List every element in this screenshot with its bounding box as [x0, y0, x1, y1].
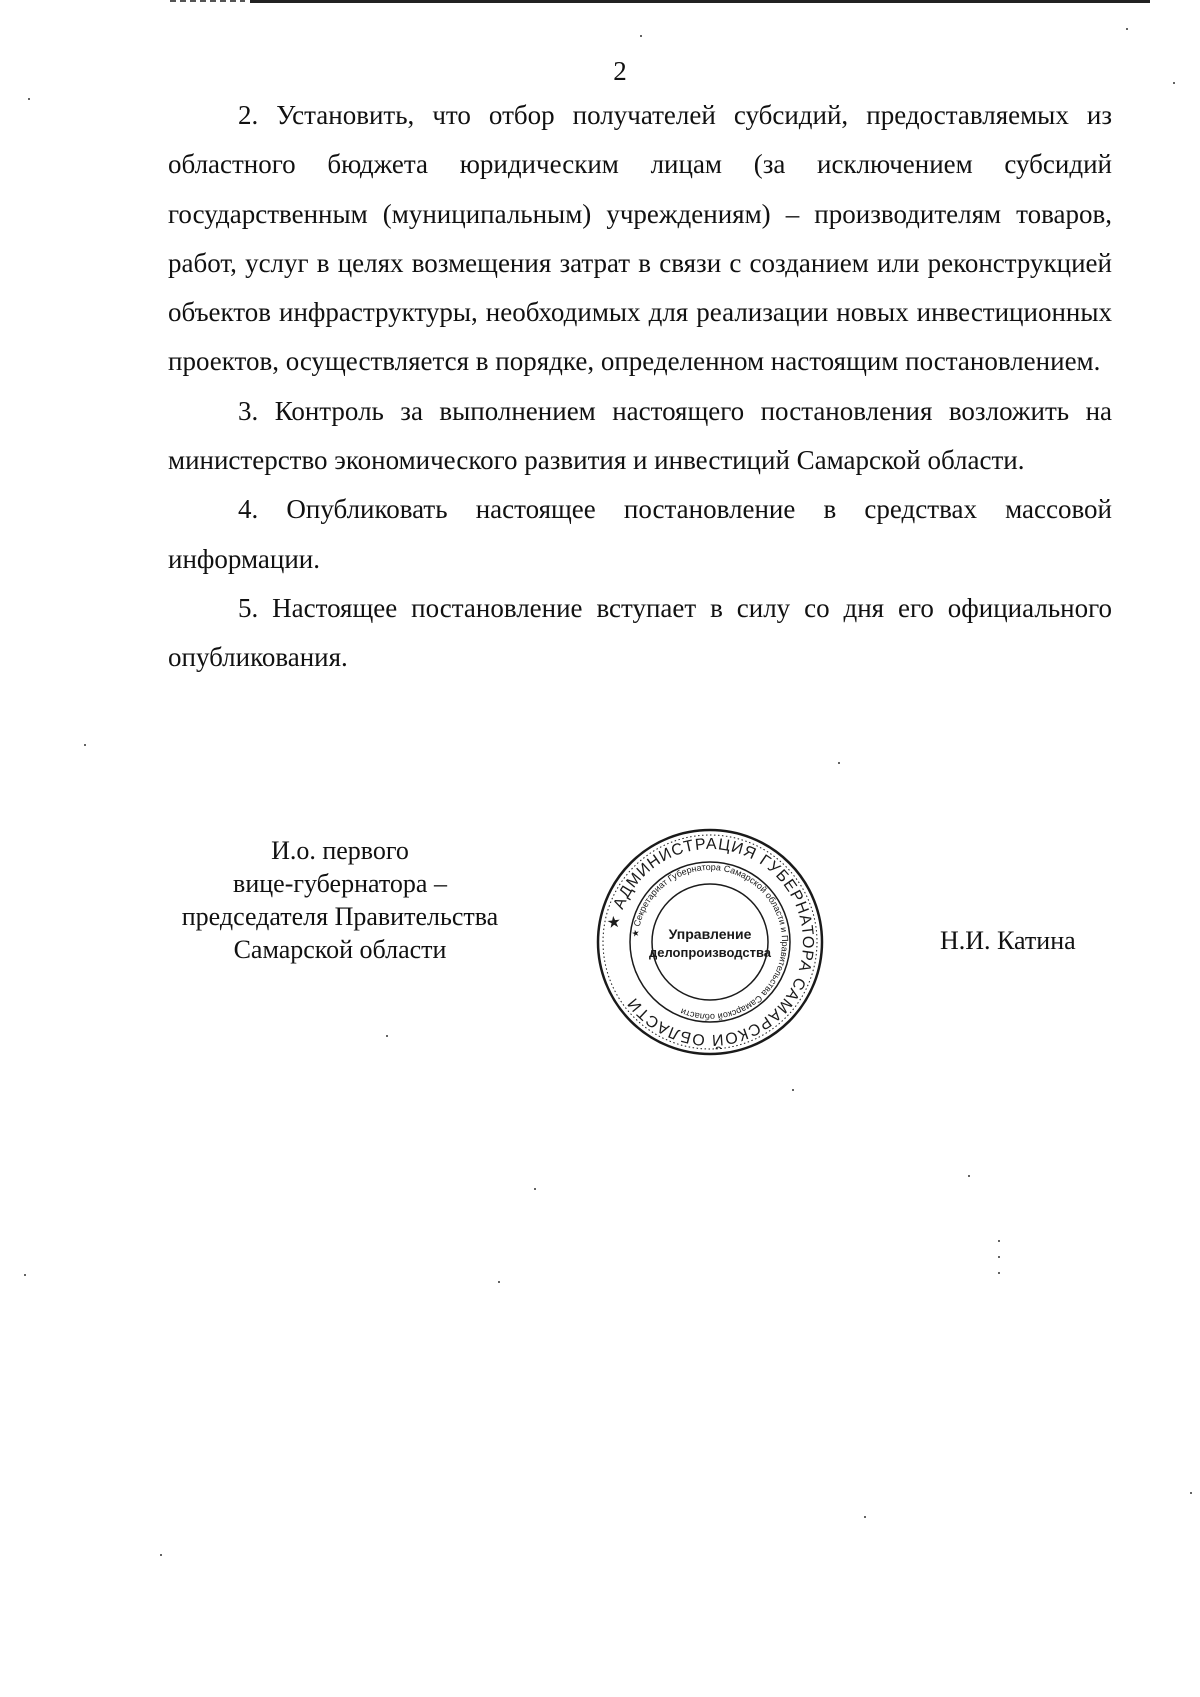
- signer-position-line: председателя Правительства: [181, 902, 499, 931]
- scan-speck: [968, 1175, 970, 1177]
- page-number: 2: [613, 56, 627, 86]
- scan-speck: [24, 1274, 26, 1276]
- paragraph-5: 5. Настоящее постановление вступает в силу со дня его официального опубликования.: [168, 592, 1112, 673]
- scan-speck: [998, 1256, 1000, 1258]
- scan-speck: [160, 1554, 162, 1556]
- seal-outer-text: ★ АДМИНИСТРАЦИЯ ГУБЕРНАТОРА САМАРСКОЙ ОБЛАСТИ: [604, 835, 817, 1049]
- paragraph-2: 2. Установить, что отбор получателей субсидий, предоставляемых из областного бюджета юридическим лицам (за исключением субсидий государственным (муниципальным) учреждениям) – производителям товаров, работ, услуг в целях возмещения затрат в связи с созданием или реконструкцией объектов инфраструктуры, необходимых для реализации новых инвестиционных проектов, осуществляется в порядке, определенном настоящим постановлением.: [168, 100, 1112, 377]
- signer-position-line: вице-губернатора –: [233, 869, 447, 898]
- scan-speck: [998, 1272, 1000, 1274]
- signer-position-line: Самарской области: [233, 935, 447, 964]
- scan-speck: [498, 1281, 500, 1283]
- scan-speck: [1126, 28, 1128, 30]
- document-body: [168, 91, 1112, 683]
- paragraph-4: 4. Опубликовать настоящее постановление в средствах массовой информации.: [168, 494, 1112, 574]
- paragraph-3: 3. Контроль за выполнением настоящего постановления возложить на министерство экономического развития и инвестиций Самарской области.: [168, 395, 1112, 476]
- official-seal: [595, 827, 825, 1057]
- scan-speck: [640, 35, 642, 37]
- scan-speck: [28, 98, 30, 100]
- scan-speck: [84, 744, 86, 746]
- scan-speck: [1190, 1492, 1192, 1494]
- scan-speck: [998, 1240, 1000, 1242]
- signer-position: [160, 834, 520, 966]
- signer-name: Н.И. Катина: [940, 926, 1076, 955]
- scan-speck: [386, 1035, 388, 1037]
- scan-edge-mark: [170, 0, 245, 2]
- seal-center-line-2: делопроизводства: [648, 945, 772, 960]
- scan-speck: [1173, 82, 1175, 84]
- scan-speck: [534, 1188, 536, 1190]
- scan-speck: [864, 1516, 866, 1518]
- scan-edge-line: [250, 0, 1150, 3]
- signer-position-line: И.о. первого: [271, 836, 409, 865]
- seal-center-line-1: Управление: [668, 926, 752, 942]
- scan-speck: [838, 762, 840, 764]
- scan-speck: [792, 1089, 794, 1091]
- seal-inner-text: ★ Секретариат Губернатора Самарской области и Правительства Самарской области: [630, 861, 791, 1023]
